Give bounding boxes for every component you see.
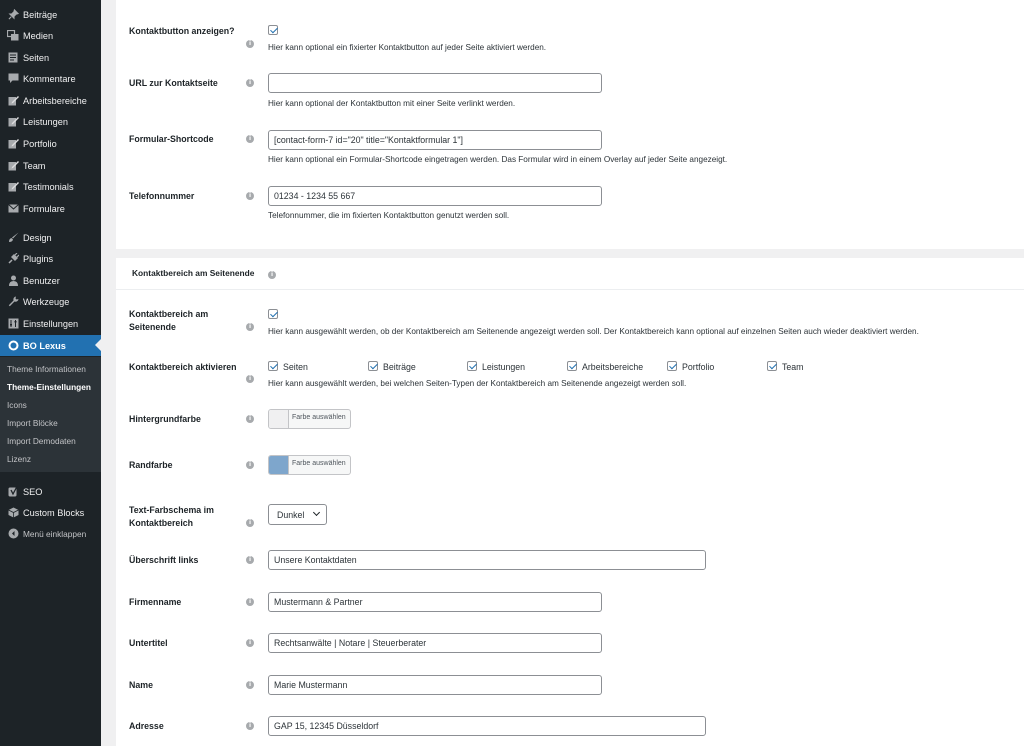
info-icon[interactable]: i — [246, 40, 254, 48]
settings-icon — [7, 318, 19, 330]
hintergrundfarbe-picker-button[interactable] — [268, 409, 351, 429]
field-description: Hier kann optional der Kontaktbutton mit einer Seite verlinkt werden. — [268, 99, 516, 108]
field-label-aktivieren: Kontaktbereich aktivieren — [129, 362, 237, 372]
checkbox-label: Portfolio — [682, 362, 715, 372]
users-icon — [7, 275, 19, 287]
mail-icon — [7, 203, 19, 215]
menu-label: Custom Blocks — [23, 507, 85, 518]
info-icon[interactable]: i — [268, 271, 276, 279]
submenu-import-bloecke[interactable]: Import Blöcke — [7, 418, 58, 428]
edit-icon — [7, 138, 19, 150]
field-description: Telefonnummer, die im fixierten Kontaktbutton genutzt werden soll. — [268, 211, 510, 220]
comments-icon — [7, 73, 19, 85]
info-icon[interactable]: i — [246, 135, 254, 143]
menu-item-einstellungen[interactable] — [0, 313, 101, 334]
collapse-icon — [7, 528, 19, 540]
menu-label: Team — [23, 160, 46, 171]
menu-item-kommentare[interactable] — [0, 68, 101, 89]
field-label-url: URL zur Kontaktseite — [129, 78, 218, 88]
field-description: Hier kann optional ein fixierter Kontaktbutton auf jeder Seite aktiviert werden. — [268, 43, 547, 52]
menu-item-formulare[interactable] — [0, 198, 101, 219]
aktivieren-checkbox-arbeitsbereiche[interactable] — [567, 361, 577, 371]
pin-icon — [7, 9, 19, 21]
menu-label: Testimonials — [23, 181, 74, 192]
admin-sidebar — [0, 0, 101, 746]
active-indicator — [95, 339, 101, 351]
edit-icon — [7, 160, 19, 172]
color-button-label: Farbe auswählen — [292, 460, 346, 467]
label-line-1: Text-Farbschema im — [129, 505, 214, 515]
menu-label: Formulare — [23, 203, 65, 214]
info-icon[interactable]: i — [246, 722, 254, 730]
telefon-input[interactable] — [268, 186, 602, 206]
menu-label: Plugins — [23, 253, 54, 264]
media-icon — [7, 30, 19, 42]
field-label-firmenname: Firmenname — [129, 597, 182, 607]
firmenname-input[interactable] — [268, 592, 602, 612]
checkbox-label: Team — [782, 362, 804, 372]
adresse-input[interactable] — [268, 716, 706, 736]
color-swatch — [269, 456, 289, 474]
edit-icon — [7, 116, 19, 128]
menu-label: Menü einklappen — [23, 528, 87, 539]
menu-label: BO Lexus — [23, 340, 66, 351]
url-input[interactable] — [268, 73, 602, 93]
field-description: Hier kann optional ein Formular-Shortcode eingetragen werden. Das Formular wird in einem Overlay auf jeder Seite angezeigt. — [268, 155, 728, 164]
menu-label: Portfolio — [23, 138, 57, 149]
menu-label: Kommentare — [23, 73, 76, 84]
info-icon[interactable]: i — [246, 323, 254, 331]
menu-label: Werkzeuge — [23, 296, 70, 307]
checkbox-label: Seiten — [283, 362, 308, 372]
menu-item-collapse[interactable] — [0, 523, 101, 544]
field-description: Hier kann ausgewählt werden, bei welchen Seiten-Typen der Kontaktbereich am Seitenende angezeigt werden soll. — [268, 379, 687, 388]
menu-item-portfolio[interactable] — [0, 133, 101, 154]
field-label-farbschema — [129, 504, 214, 529]
info-icon[interactable]: i — [246, 375, 254, 383]
kontaktbereich-checkbox[interactable] — [268, 309, 278, 319]
field-label-randfarbe: Randfarbe — [129, 460, 173, 470]
field-label-telefon: Telefonnummer — [129, 191, 195, 201]
info-icon[interactable]: i — [246, 556, 254, 564]
brush-icon — [7, 232, 19, 244]
kontaktbutton-checkbox[interactable] — [268, 25, 278, 35]
randfarbe-picker-button[interactable] — [268, 455, 351, 475]
submenu-lizenz[interactable]: Lizenz — [7, 454, 31, 464]
info-icon[interactable]: i — [246, 681, 254, 689]
checkbox-label: Arbeitsbereiche — [582, 362, 644, 372]
menu-label: Benutzer — [23, 275, 60, 286]
field-label-adresse: Adresse — [129, 721, 164, 731]
field-label-hintergrundfarbe: Hintergrundfarbe — [129, 414, 201, 424]
info-icon[interactable]: i — [246, 519, 254, 527]
chevron-down-icon — [313, 509, 320, 516]
aktivieren-checkbox-team[interactable] — [767, 361, 777, 371]
menu-item-beitraege[interactable] — [0, 4, 101, 25]
edit-icon — [7, 181, 19, 193]
info-icon[interactable]: i — [246, 415, 254, 423]
menu-label: Einstellungen — [23, 318, 79, 329]
menu-item-plugins[interactable] — [0, 248, 101, 269]
menu-item-seo[interactable] — [0, 481, 101, 502]
farbschema-select[interactable] — [268, 504, 327, 525]
menu-label: Medien — [23, 30, 54, 41]
shortcode-input[interactable] — [268, 130, 602, 150]
menu-item-seiten[interactable] — [0, 47, 101, 68]
label-line-2: Seitenende — [129, 321, 176, 332]
field-description: Hier kann ausgewählt werden, ob der Kontaktbereich am Seitenende angezeigt werden soll. Der Kontaktbereich kann optional auf einzelnen Seiten auch wieder deaktiviert werden. — [268, 327, 919, 336]
checkbox-label: Beiträge — [383, 362, 416, 372]
menu-item-werkzeuge[interactable] — [0, 291, 101, 312]
menu-item-testimonials[interactable] — [0, 176, 101, 197]
color-button-label: Farbe auswählen — [292, 414, 346, 421]
info-icon[interactable]: i — [246, 79, 254, 87]
menu-label: Beiträge — [23, 9, 58, 20]
untertitel-input[interactable] — [268, 633, 602, 653]
field-label-kontaktbutton: Kontaktbutton anzeigen? — [129, 26, 235, 36]
info-icon[interactable]: i — [246, 461, 254, 469]
settings-panel-kontaktbutton — [116, 0, 1024, 249]
menu-item-design[interactable] — [0, 227, 101, 248]
menu-item-bo-lexus[interactable] — [0, 335, 101, 356]
field-label-untertitel: Untertitel — [129, 638, 168, 648]
color-swatch — [269, 410, 289, 428]
info-icon[interactable]: i — [246, 192, 254, 200]
aktivieren-checkbox-portfolio[interactable] — [667, 361, 677, 371]
menu-item-benutzer[interactable] — [0, 270, 101, 291]
section-title: Kontaktbereich am Seitenende — [132, 268, 255, 278]
menu-item-arbeitsbereiche[interactable] — [0, 90, 101, 111]
menu-item-leistungen[interactable] — [0, 111, 101, 132]
plugin-icon — [7, 253, 19, 265]
menu-label: Leistungen — [23, 116, 68, 127]
ueberschrift-input[interactable] — [268, 550, 706, 570]
menu-label: Arbeitsbereiche — [23, 95, 87, 106]
label-line-1: Kontaktbereich am — [129, 309, 209, 319]
checkbox-label: Leistungen — [482, 362, 526, 372]
submenu-theme-einstellungen[interactable]: Theme-Einstellungen — [7, 382, 91, 392]
menu-item-custom-blocks[interactable] — [0, 502, 101, 523]
menu-item-medien[interactable] — [0, 25, 101, 46]
submenu-theme-informationen[interactable]: Theme Informationen — [7, 364, 86, 374]
submenu-import-demodaten[interactable]: Import Demodaten — [7, 436, 76, 446]
select-value: Dunkel — [277, 510, 305, 520]
menu-label: Design — [23, 232, 52, 243]
circle-icon — [7, 340, 19, 352]
edit-icon — [7, 95, 19, 107]
pages-icon — [7, 52, 19, 64]
submenu-icons[interactable]: Icons — [7, 400, 27, 410]
field-label-kontaktbereich — [129, 308, 208, 333]
aktivieren-checkbox-seiten[interactable] — [268, 361, 278, 371]
label-line-2: Kontaktbereich — [129, 517, 194, 528]
menu-item-team[interactable] — [0, 155, 101, 176]
aktivieren-checkbox-beitraege[interactable] — [368, 361, 378, 371]
info-icon[interactable]: i — [246, 598, 254, 606]
field-label-ueberschrift: Überschrift links — [129, 555, 199, 565]
menu-label: Seiten — [23, 52, 50, 63]
field-label-name: Name — [129, 680, 153, 690]
blocks-icon — [7, 507, 19, 519]
aktivieren-checkbox-leistungen[interactable] — [467, 361, 477, 371]
wrench-icon — [7, 296, 19, 308]
seo-icon — [7, 486, 19, 498]
info-icon[interactable]: i — [246, 639, 254, 647]
field-label-shortcode: Formular-Shortcode — [129, 134, 214, 144]
name-input[interactable] — [268, 675, 602, 695]
menu-label: SEO — [23, 486, 43, 497]
section-divider — [116, 289, 1024, 290]
